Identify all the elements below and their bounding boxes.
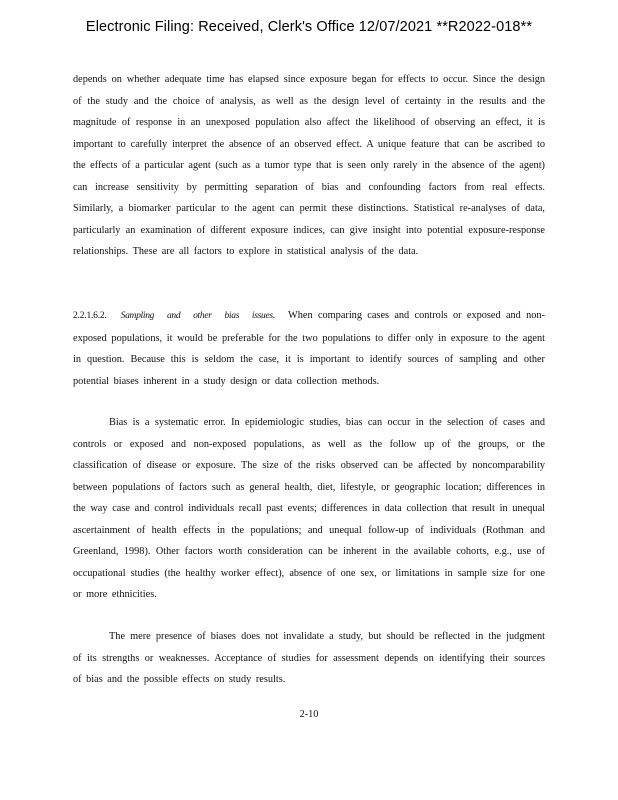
filing-stamp-header: Electronic Filing: Received, Clerk's Office 12/07/2021 **R2022-018** bbox=[85, 19, 533, 35]
section-text: When comparing cases and controls or exposed and non-exposed populations, it would be preferable for the two populations to differ only in exposure to the agent in question. Because this is seldom the case, it is important to identify sources of sampling and other potential biases inherent in a study design or data collection methods. bbox=[73, 310, 545, 387]
section-number: 2.2.1.6.2. bbox=[73, 311, 107, 321]
section-paragraph bbox=[73, 305, 545, 392]
page-number: 2-10 bbox=[299, 709, 319, 720]
paragraph-biases-presence: The mere presence of biases does not invalidate a study, but should be reflected in the judgment of its strengths or weaknesses. Acceptance of studies for assessment depends on identifying their sources of bias and the possible effects on study results. bbox=[73, 631, 545, 685]
section-heading: Sampling and other bias issues. bbox=[120, 311, 275, 321]
paragraph-continuation: depends on whether adequate time has elapsed since exposure began for effects to occur. Since the design of the study and the choice of analysis, as well as the design level of certainty in the results and the magnitude of response in an unexposed population also affect the likelihood of observing an effect, it is important to carefully interpret the absence of an observed effect. A unique feature that can be ascribed to the effects of a particular agent (such as a tumor type that is seen only rarely in the absence of the agent) can increase sensitivity by permitting separation of bias and confounding factors from real effects. Similarly, a biomarker particular to the agent can permit these distinctions. Statistical re-analyses of data, particularly an examination of different exposure indices, can give insight into potential exposure-response relationships. These are all factors to explore in statistical analysis of the data. bbox=[73, 74, 545, 257]
paragraph-bias: Bias is a systematic error. In epidemiologic studies, bias can occur in the selection of cases and controls or exposed and non-exposed populations, as well as the follow up of the groups, or the classification of disease or exposure. The size of the risks observed can be affected by noncomparability between populations of factors such as general health, diet, lifestyle, or geographic location; differences in the way case and control individuals recall past events; differences in data collection that result in unequal ascertainment of health effects in the populations; and unequal follow-up of individuals (Rothman and Greenland, 1998). Other factors worth consideration can be inherent in the available cohorts, e.g., use of occupational studies (the healthy worker effect), absence of one sex, or limitations in sample size for one or more ethnicities. bbox=[73, 417, 545, 600]
